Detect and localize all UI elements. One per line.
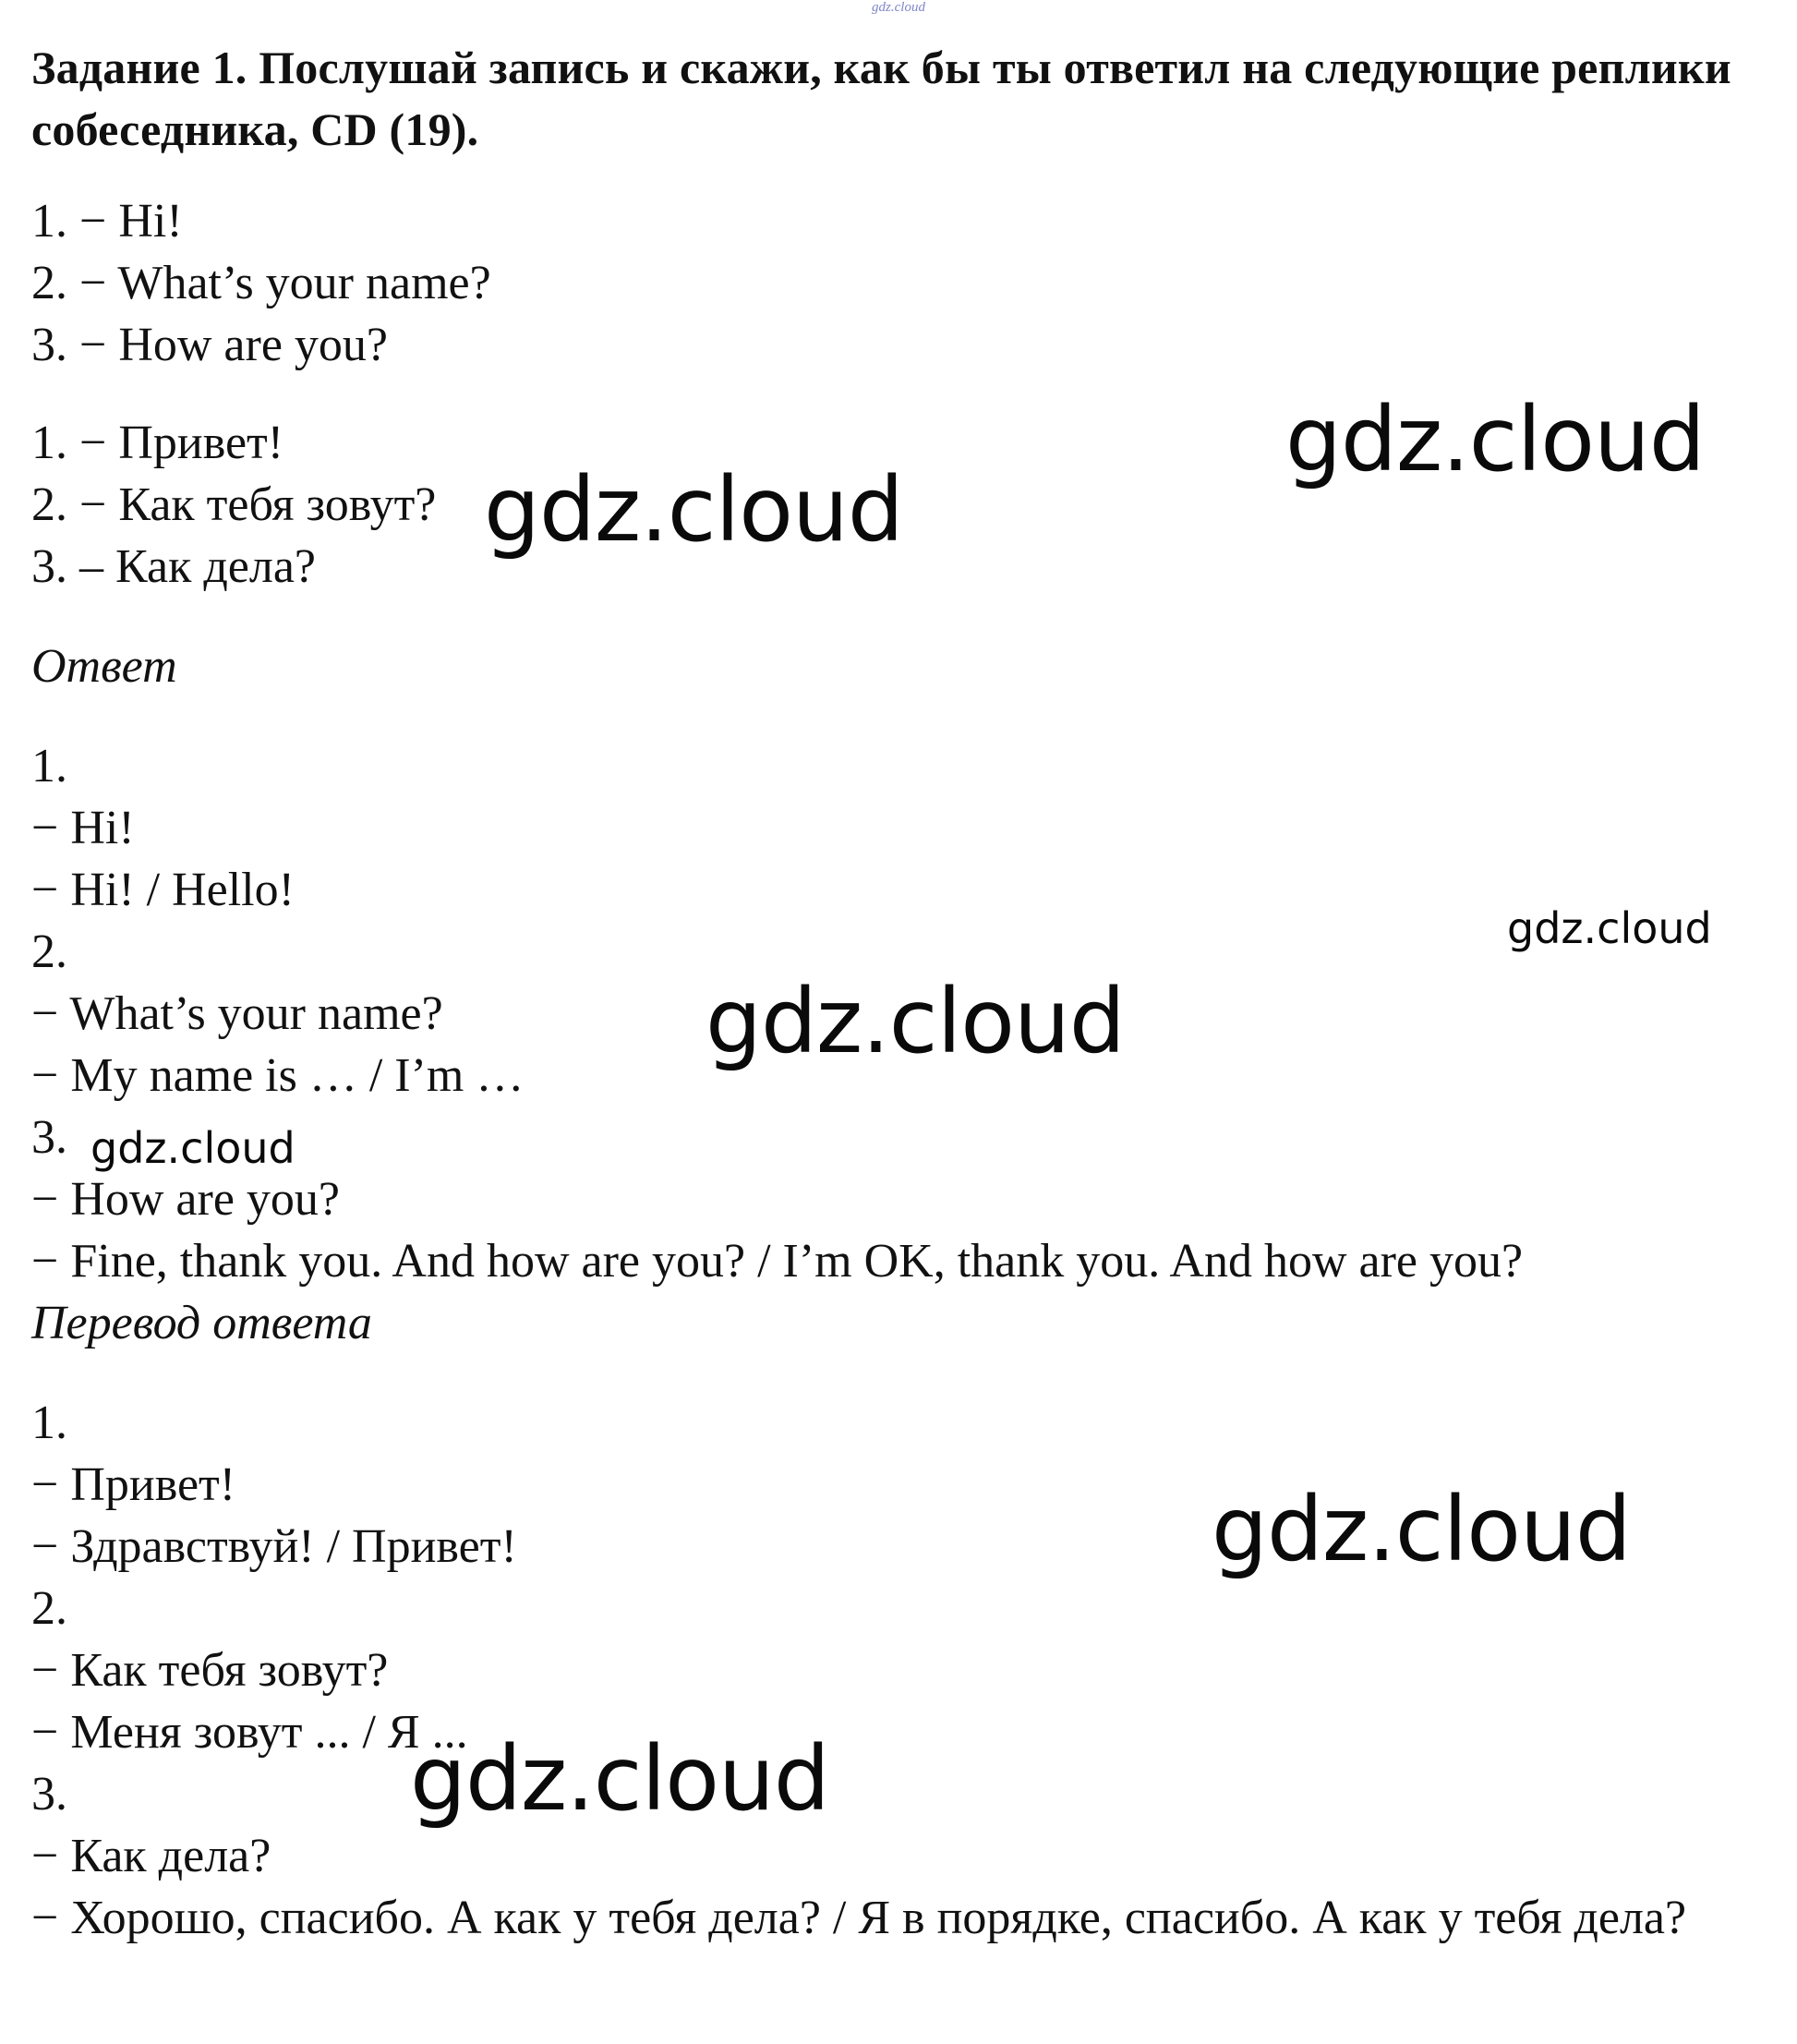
- answer-line: − What’s your name?: [31, 987, 443, 1040]
- prompts-russian: [31, 412, 436, 598]
- prompt-en-3: 3. − How are you?: [31, 319, 388, 371]
- prompt-ru-2: 2. − Как тебя зовут?: [31, 478, 437, 531]
- watermark: gdz.cloud: [410, 1727, 829, 1831]
- prompts-english: [31, 190, 491, 376]
- answer-line: − My name is … / I’m …: [31, 1049, 525, 1102]
- translation-line: 2.: [31, 1582, 67, 1635]
- translation-line: 1.: [31, 1397, 67, 1449]
- translation-line: − Здравствуй! / Привет!: [31, 1520, 517, 1573]
- translation-line: − Привет!: [31, 1458, 236, 1511]
- watermark: gdz.cloud: [90, 1123, 295, 1173]
- translation-lines: [31, 1392, 1767, 1949]
- watermark: gdz.cloud: [1212, 1478, 1631, 1581]
- translation-line: − Как дела?: [31, 1830, 271, 1882]
- answer-line: 1.: [31, 740, 67, 792]
- answer-line: − Hi! / Hello!: [31, 864, 295, 916]
- translation-line: 3.: [31, 1768, 67, 1820]
- prompt-en-1: 1. − Hi!: [31, 195, 183, 248]
- watermark: gdz.cloud: [484, 458, 903, 562]
- prompt-en-2: 2. − What’s your name?: [31, 257, 491, 309]
- translation-line: − Хорошо, спасибо. А как у тебя дела? / Я в порядке, спасибо. А как у тебя дела?: [31, 1892, 1687, 1944]
- watermark: gdz.cloud: [706, 970, 1125, 1073]
- translation-label: Перевод ответа: [31, 1297, 372, 1349]
- answer-line: − Fine, thank you. And how are you? / I’m OK, thank you. And how are you?: [31, 1235, 1524, 1288]
- prompt-ru-1: 1. − Привет!: [31, 417, 284, 469]
- prompt-ru-3: 3. – Как дела?: [31, 540, 316, 593]
- answer-line: 3.: [31, 1111, 67, 1164]
- top-watermark: gdz.cloud: [872, 0, 925, 15]
- watermark: gdz.cloud: [1285, 388, 1705, 491]
- watermark: gdz.cloud: [1507, 903, 1712, 953]
- answer-line: − Hi!: [31, 802, 135, 854]
- answer-label: Ответ: [31, 640, 177, 693]
- task-title: Задание 1. Послушай запись и скажи, как бы ты ответил на следующие реплики собеседника, CD (19).: [31, 42, 1731, 155]
- answer-line: − How are you?: [31, 1173, 340, 1226]
- answer-line: 2.: [31, 925, 67, 978]
- translation-line: − Как тебя зовут?: [31, 1644, 389, 1697]
- translation-line: − Меня зовут ... / Я ...: [31, 1706, 468, 1759]
